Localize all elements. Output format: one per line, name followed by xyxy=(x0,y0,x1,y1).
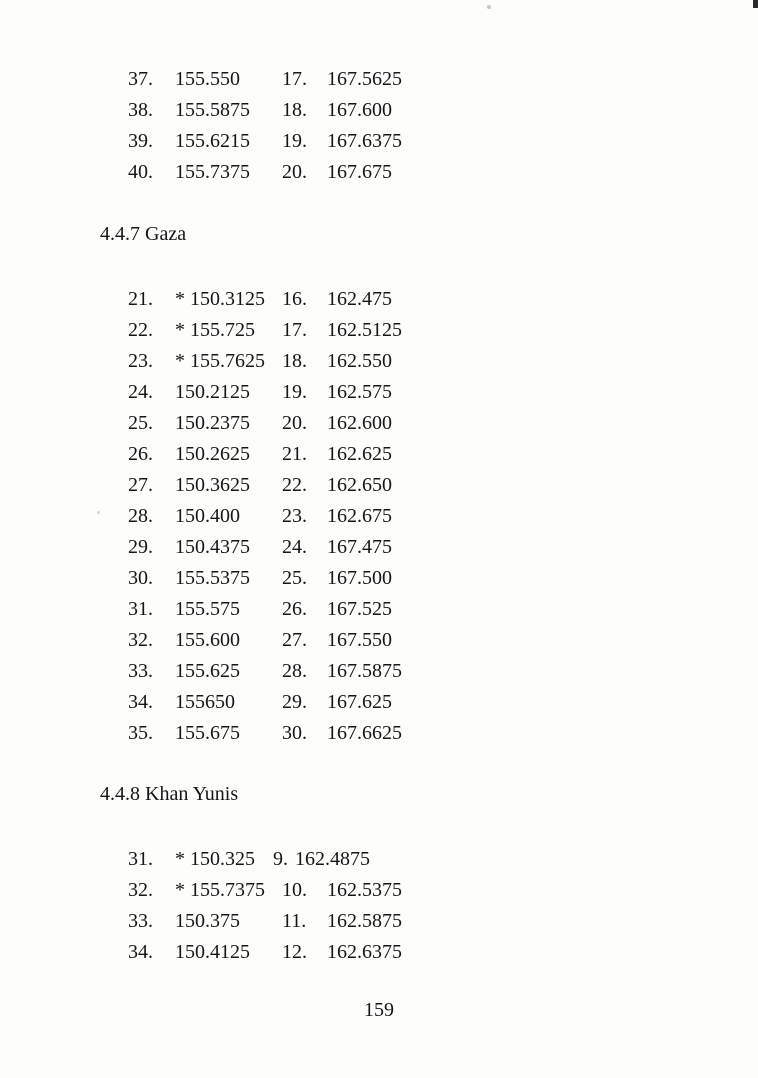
frequency-row xyxy=(0,162,758,193)
frequency-value: 155.575 xyxy=(175,598,240,620)
frequency-value: 162.5875 xyxy=(327,910,402,932)
entry-number: 20. xyxy=(282,161,307,183)
entry-number: 24. xyxy=(128,381,153,403)
frequency-value: 150.2625 xyxy=(175,443,250,465)
frequency-value: 150.2375 xyxy=(175,412,250,434)
entry-number: 35. xyxy=(128,722,153,744)
frequency-value: * 155.725 xyxy=(175,319,255,341)
frequency-value: 167.500 xyxy=(327,567,392,589)
frequency-row xyxy=(0,630,758,661)
entry-number: 33. xyxy=(128,910,153,932)
scan-artifact xyxy=(487,5,491,9)
frequency-row xyxy=(0,506,758,537)
frequency-value: 155.550 xyxy=(175,68,240,90)
frequency-row xyxy=(0,351,758,382)
entry-number: 34. xyxy=(128,941,153,963)
frequency-value: 155650 xyxy=(175,691,235,713)
frequency-row xyxy=(0,942,758,973)
entry-number: 33. xyxy=(128,660,153,682)
entry-number: 10. xyxy=(282,879,307,901)
frequency-value: 162.575 xyxy=(327,381,392,403)
frequency-value: 155.5875 xyxy=(175,99,250,121)
frequency-value: 162.675 xyxy=(327,505,392,527)
frequency-value: 155.600 xyxy=(175,629,240,651)
frequency-value: 167.6625 xyxy=(327,722,402,744)
entry-number: 28. xyxy=(128,505,153,527)
frequency-value: 155.6215 xyxy=(175,130,250,152)
entry-number: 38. xyxy=(128,99,153,121)
frequency-value: * 155.7375 xyxy=(175,879,265,901)
frequency-value: 162.475 xyxy=(327,288,392,310)
frequency-value: 162.4875 xyxy=(295,848,370,870)
frequency-value: 167.675 xyxy=(327,161,392,183)
entry-number: 26. xyxy=(282,598,307,620)
frequency-value: 162.550 xyxy=(327,350,392,372)
frequency-value: 162.5125 xyxy=(327,319,402,341)
frequency-row xyxy=(0,413,758,444)
frequency-value: 150.4375 xyxy=(175,536,250,558)
frequency-row xyxy=(0,568,758,599)
frequency-value: 167.550 xyxy=(327,629,392,651)
frequency-value: * 155.7625 xyxy=(175,350,265,372)
frequency-row xyxy=(0,69,758,100)
frequency-list-continued xyxy=(0,69,758,193)
entry-number: 18. xyxy=(282,99,307,121)
entry-number: 37. xyxy=(128,68,153,90)
entry-number: 30. xyxy=(282,722,307,744)
frequency-row xyxy=(0,475,758,506)
entry-number: 27. xyxy=(128,474,153,496)
frequency-value: 150.375 xyxy=(175,910,240,932)
entry-number: 31. xyxy=(128,598,153,620)
entry-number: 22. xyxy=(282,474,307,496)
frequency-list-gaza xyxy=(0,289,758,754)
entry-number: 32. xyxy=(128,629,153,651)
entry-number: 11. xyxy=(282,910,307,932)
frequency-row xyxy=(0,880,758,911)
frequency-row xyxy=(0,382,758,413)
entry-number: 28. xyxy=(282,660,307,682)
entry-number: 9. xyxy=(273,848,288,870)
entry-number: 17. xyxy=(282,319,307,341)
frequency-value: 155.5375 xyxy=(175,567,250,589)
entry-number: 26. xyxy=(128,443,153,465)
frequency-value: 162.625 xyxy=(327,443,392,465)
frequency-value: 167.525 xyxy=(327,598,392,620)
frequency-value: 167.475 xyxy=(327,536,392,558)
section-heading-khan-yunis: 4.4.8 Khan Yunis xyxy=(100,783,239,805)
entry-number: 21. xyxy=(128,288,153,310)
entry-number: 23. xyxy=(128,350,153,372)
frequency-value: * 150.3125 xyxy=(175,288,265,310)
frequency-row xyxy=(0,911,758,942)
entry-number: 19. xyxy=(282,130,307,152)
frequency-value: 155.675 xyxy=(175,722,240,744)
frequency-value: 162.5375 xyxy=(327,879,402,901)
frequency-row xyxy=(0,320,758,351)
frequency-value: 150.3625 xyxy=(175,474,250,496)
frequency-value: 167.5625 xyxy=(327,68,402,90)
entry-number: 21. xyxy=(282,443,307,465)
frequency-row xyxy=(0,100,758,131)
entry-number: 12. xyxy=(282,941,307,963)
frequency-value: * 150.325 xyxy=(175,848,255,870)
frequency-value: 150.2125 xyxy=(175,381,250,403)
frequency-value: 155.7375 xyxy=(175,161,250,183)
entry-number: 25. xyxy=(282,567,307,589)
frequency-row xyxy=(0,289,758,320)
frequency-row xyxy=(0,131,758,162)
entry-number: 16. xyxy=(282,288,307,310)
frequency-row xyxy=(0,599,758,630)
frequency-value: 162.600 xyxy=(327,412,392,434)
entry-number: 40. xyxy=(128,161,153,183)
frequency-value: 167.600 xyxy=(327,99,392,121)
entry-number: 32. xyxy=(128,879,153,901)
entry-number: 24. xyxy=(282,536,307,558)
section-heading-gaza: 4.4.7 Gaza xyxy=(100,223,187,245)
entry-number: 34. xyxy=(128,691,153,713)
page-number: 159 xyxy=(364,999,394,1021)
entry-number: 39. xyxy=(128,130,153,152)
entry-number: 23. xyxy=(282,505,307,527)
frequency-row xyxy=(0,537,758,568)
frequency-value: 167.6375 xyxy=(327,130,402,152)
entry-number: 31. xyxy=(128,848,153,870)
frequency-row xyxy=(0,849,758,880)
frequency-value: 162.650 xyxy=(327,474,392,496)
frequency-value: 150.4125 xyxy=(175,941,250,963)
entry-number: 22. xyxy=(128,319,153,341)
frequency-value: 167.5875 xyxy=(327,660,402,682)
frequency-list-khan-yunis xyxy=(0,849,758,973)
frequency-value: 167.625 xyxy=(327,691,392,713)
entry-number: 27. xyxy=(282,629,307,651)
entry-number: 19. xyxy=(282,381,307,403)
scan-artifact xyxy=(753,0,758,8)
entry-number: 29. xyxy=(128,536,153,558)
entry-number: 18. xyxy=(282,350,307,372)
frequency-row xyxy=(0,661,758,692)
frequency-value: 150.400 xyxy=(175,505,240,527)
entry-number: 30. xyxy=(128,567,153,589)
frequency-row xyxy=(0,692,758,723)
frequency-row xyxy=(0,723,758,754)
entry-number: 17. xyxy=(282,68,307,90)
frequency-value: 155.625 xyxy=(175,660,240,682)
entry-number: 20. xyxy=(282,412,307,434)
frequency-row xyxy=(0,444,758,475)
entry-number: 29. xyxy=(282,691,307,713)
frequency-value: 162.6375 xyxy=(327,941,402,963)
entry-number: 25. xyxy=(128,412,153,434)
